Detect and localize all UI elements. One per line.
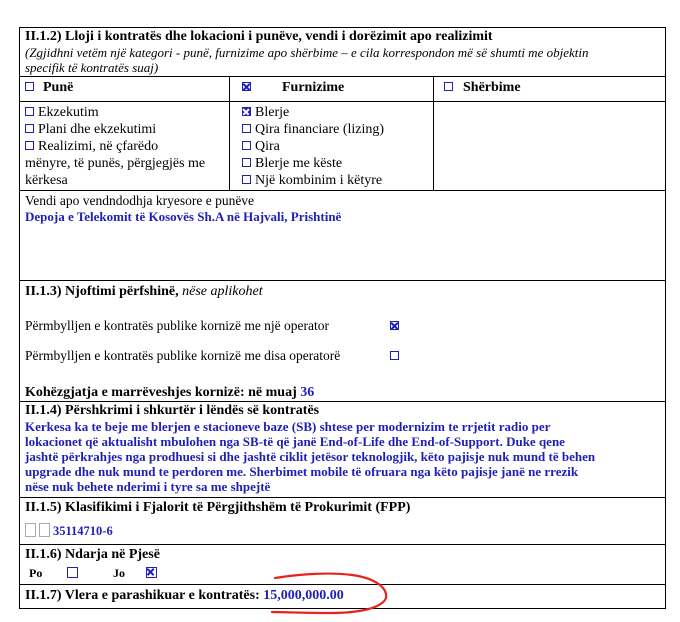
checkbox-unchecked-icon[interactable] xyxy=(25,107,34,116)
lots-po-label: Po xyxy=(29,566,43,580)
checkbox-checked-icon[interactable] xyxy=(390,321,399,330)
section-heading: II.1.6) Ndarja në Pjesë xyxy=(25,547,160,562)
category-furnizime-label: Furnizime xyxy=(282,80,345,95)
category-options-row xyxy=(20,101,665,190)
checkbox-unchecked-icon[interactable] xyxy=(67,567,78,578)
section-heading: II.1.5) Klasifikimi i Fjalorit të Përgjithshëm të Prokurimit (FPP) xyxy=(25,500,411,515)
checkbox-checked-icon[interactable] xyxy=(146,567,157,578)
category-sherbime[interactable]: Shërbime xyxy=(444,80,521,96)
checkbox-unchecked-icon[interactable] xyxy=(242,175,251,184)
location-row xyxy=(20,190,665,280)
section-heading: II.1.4) Përshkrimi i shkurtër i lëndës së kontratës xyxy=(25,403,320,418)
checkbox-unchecked-icon[interactable] xyxy=(25,141,34,150)
option-qira[interactable]: Qira xyxy=(242,139,280,155)
column-divider xyxy=(433,76,434,190)
checkbox-unchecked-icon[interactable] xyxy=(25,124,34,133)
option-single-operator-label: Përmbylljen e kontratës publike kornizë me një operator xyxy=(25,318,330,333)
lots-jo-label: Jo xyxy=(113,566,125,580)
option-blerje-keste[interactable]: Blerje me këste xyxy=(242,156,342,172)
description-line: Kerkesa ka te beje me blerjen e stacioneve baze (SB) shtese per modernizim te rrjetit radio per xyxy=(25,419,551,434)
checkbox-unchecked-icon[interactable] xyxy=(390,351,399,360)
section-short-description xyxy=(20,401,665,497)
option-kombinim[interactable]: Një kombinim i këtyre xyxy=(242,173,382,189)
empty-box-icon xyxy=(25,523,36,537)
column-divider xyxy=(229,76,230,190)
section-cpv xyxy=(20,497,665,544)
checkbox-unchecked-icon[interactable] xyxy=(444,82,453,91)
section-heading: II.1.2) Lloji i kontratës dhe lokacioni i punëve, vendi i dorëzimit apo realizimit xyxy=(25,29,493,44)
section-lots xyxy=(20,544,665,584)
checkbox-unchecked-icon[interactable] xyxy=(25,82,34,91)
checkbox-checked-icon[interactable] xyxy=(242,107,251,116)
checkbox-unchecked-icon[interactable] xyxy=(242,158,251,167)
duration-field: Kohëzgjatja e marrëveshjes kornizë: në muaj 36 xyxy=(25,385,315,400)
estimated-value: 15,000,000.00 xyxy=(263,588,344,603)
section-notice-includes xyxy=(20,280,665,401)
location-value: Depoja e Telekomit të Kosovës Sh.A në Hajvali, Prishtinë xyxy=(25,209,342,224)
category-furnizime[interactable] xyxy=(242,80,255,96)
option-realizimi-cont: kërkesa xyxy=(25,173,68,188)
checkbox-checked-icon[interactable] xyxy=(242,82,251,91)
category-pune[interactable]: Punë xyxy=(25,80,73,96)
description-line: upgrade dhe nuk mund te perdoren me. Sherbimet mobile të ofruara nga këto pajisje janë ne rrezik xyxy=(25,464,579,479)
category-header-row xyxy=(20,76,665,101)
option-blerje[interactable]: Blerje xyxy=(242,105,289,121)
option-multi-operator-label: Përmbylljen e kontratës publike kornizë me disa operatorë xyxy=(25,348,341,363)
option-lizing[interactable]: Qira financiare (lizing) xyxy=(242,122,384,138)
checkbox-unchecked-icon[interactable] xyxy=(242,124,251,133)
empty-box-icon xyxy=(39,523,50,537)
checkbox-unchecked-icon[interactable] xyxy=(242,141,251,150)
cpv-code-field: 35114710-6 xyxy=(25,523,113,540)
instruction-text: specifik të kontratës suaj) xyxy=(25,60,159,75)
description-line: lokacionet që aktualisht mbulohen nga SB-të që janë End-of-Life dhe End-of-Support. Duke qene xyxy=(25,434,565,449)
option-realizimi-cont: mënyre, të punës, përgjegjës me xyxy=(25,156,206,171)
option-ekzekutim[interactable]: Ekzekutim xyxy=(25,105,99,121)
section-contract-type xyxy=(20,28,665,76)
section-heading: II.1.3) Njoftimi përfshinë, nëse aplikohet xyxy=(25,284,263,299)
option-plani[interactable]: Plani dhe ekzekutimi xyxy=(25,122,156,138)
instruction-text: (Zgjidhni vetëm një kategori - punë, furnizime apo shërbime – e cila korrespondon më së shumti me objektin xyxy=(25,45,589,60)
description-line: jashtë përkrahjes nga prodhuesi si dhe jashtë ciklit jetësor teknologjik, këto pajisje nuk mund të behen xyxy=(25,449,596,464)
form-frame xyxy=(19,27,666,609)
estimated-value-field: II.1.7) Vlera e parashikuar e kontratës: 15,000,000.00 xyxy=(25,588,344,603)
location-label: Vendi apo vendndodhja kryesore e punëve xyxy=(25,193,255,208)
option-realizimi[interactable]: Realizimi, në çfarëdo xyxy=(25,139,158,155)
section-estimated-value xyxy=(20,584,665,608)
description-line: nëse nuk behete nderimi i tyre sa me shpejtë xyxy=(25,479,271,494)
